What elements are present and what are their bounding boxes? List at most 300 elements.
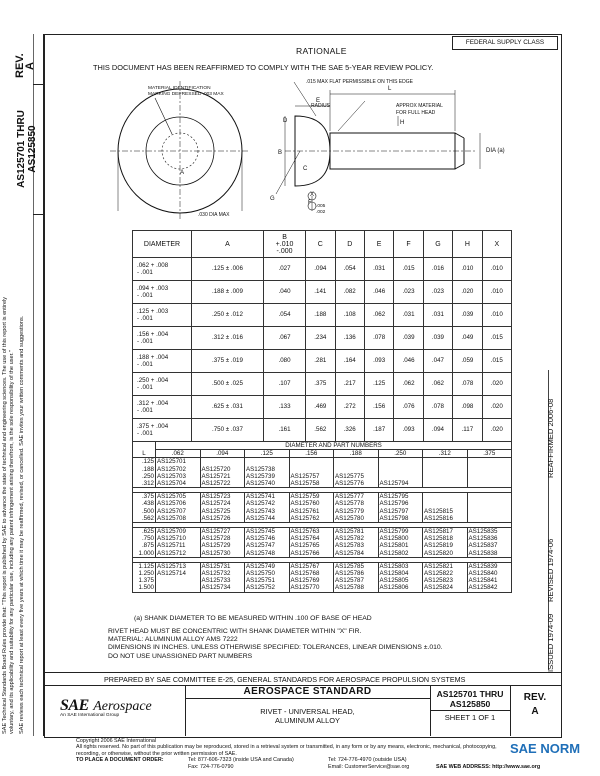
- pn-part-number: AS125794: [378, 480, 423, 488]
- pn-part-number: AS125817: [423, 528, 468, 536]
- dim-cell: .250 ± .012: [192, 304, 264, 327]
- dim-row: [133, 373, 512, 396]
- dim-row: [133, 419, 512, 442]
- federal-supply-class: FEDERAL SUPPLY CLASS: [465, 39, 545, 46]
- pn-length: .500: [133, 508, 156, 515]
- left-rev-value: A: [24, 62, 36, 70]
- dim-cell: .020: [482, 373, 511, 396]
- dim-cell: .107: [263, 373, 305, 396]
- pn-part-number: [423, 500, 468, 507]
- order-label: TO PLACE A DOCUMENT ORDER:: [76, 757, 164, 764]
- pn-length: 1.375: [133, 577, 156, 584]
- web-address: SAE WEB ADDRESS: http://www.sae.org: [436, 764, 541, 771]
- pn-part-number: AS125839: [467, 562, 512, 570]
- pn-row: [133, 515, 512, 523]
- pn-part-number: [200, 458, 245, 466]
- pn-part-number: AS125739: [245, 473, 290, 480]
- pn-part-number: AS125733: [200, 577, 245, 584]
- pn-part-number: [423, 458, 468, 466]
- dim-cell: .054: [335, 258, 364, 281]
- pn-part-number: AS125721: [200, 473, 245, 480]
- pn-part-number: AS125746: [245, 535, 290, 542]
- pn-row: [133, 500, 512, 507]
- pn-part-number: AS125722: [200, 480, 245, 488]
- pn-part-number: AS125729: [200, 542, 245, 549]
- label-B: B: [278, 150, 283, 156]
- label-D: D: [283, 118, 288, 124]
- pn-part-number: [467, 500, 512, 507]
- pn-part-number: [467, 480, 512, 488]
- dim-cell: .326: [335, 419, 364, 442]
- pn-row: [133, 473, 512, 480]
- pn-part-number: AS125804: [378, 570, 423, 577]
- sae-logo: [60, 697, 152, 718]
- dim-row: [133, 258, 512, 281]
- pn-length: .625: [133, 528, 156, 536]
- dim-row: [133, 396, 512, 419]
- pn-row: [133, 528, 512, 536]
- dim-cell: .027: [263, 258, 305, 281]
- pn-part-number: AS125748: [245, 550, 290, 558]
- pn-part-number: AS125704: [156, 480, 201, 488]
- pn-part-number: [467, 466, 512, 473]
- dim-cell: .023: [423, 281, 452, 304]
- order-line: [76, 757, 556, 764]
- dim-cell: .010: [482, 258, 511, 281]
- dim-cell: .117: [453, 419, 482, 442]
- dim-cell: .188 + .004 - .001: [133, 350, 192, 373]
- sae-logo-mark: SAE: [60, 697, 89, 714]
- pn-part-number: AS125761: [289, 508, 334, 515]
- pn-part-number: [289, 466, 334, 473]
- pn-diameter-4: .188: [334, 450, 379, 458]
- pn-length: .375: [133, 493, 156, 501]
- pn-part-number: AS125819: [423, 542, 468, 549]
- dim-cell: .312 + .004 - .001: [133, 396, 192, 419]
- left-rev-label: REV.: [14, 53, 26, 78]
- pn-length: 1.125: [133, 562, 156, 570]
- dim-cell: .094: [306, 258, 335, 281]
- dim-cell: .125: [364, 373, 393, 396]
- dim-cell: .010: [482, 281, 511, 304]
- pn-part-number: AS125801: [378, 542, 423, 549]
- prepared-by: PREPARED BY SAE COMMITTEE E-25, GENERAL STANDARDS FOR AEROSPACE PROPULSION SYSTEMS: [104, 675, 466, 684]
- left-strip: [0, 34, 44, 736]
- copyright: Copyright 2006 SAE International: [76, 738, 157, 744]
- footer: [76, 738, 556, 771]
- pn-diameter-2: .125: [245, 450, 290, 458]
- pn-part-number: [334, 458, 379, 466]
- notes-block: [108, 628, 443, 661]
- revised-date: REVISED 1974-06: [546, 538, 555, 602]
- dim-cell: .156 + .004 - .001: [133, 327, 192, 350]
- pn-part-number: AS125788: [334, 584, 379, 592]
- dim-cell: .469: [306, 396, 335, 419]
- label-F: F: [308, 200, 312, 206]
- disclaimer-line-2: voluntary, and its applicability and suitability for any particular use, including any patent infringement arising therefrom, is the sole responsibility of the user.": [9, 350, 15, 734]
- pn-part-number: AS125731: [200, 562, 245, 570]
- dim-cell: .098: [453, 396, 482, 419]
- dim-cell: .161: [263, 419, 305, 442]
- pn-part-number: [423, 480, 468, 488]
- label-A: A: [180, 170, 185, 176]
- pn-part-number: AS125751: [245, 577, 290, 584]
- pn-part-number: AS125750: [245, 570, 290, 577]
- pn-part-number: AS125764: [289, 535, 334, 542]
- pn-row: [133, 542, 512, 549]
- pn-length: .750: [133, 535, 156, 542]
- pn-row: [133, 550, 512, 558]
- pn-part-number: AS125705: [156, 493, 201, 501]
- pn-diameter-0: .062: [156, 450, 201, 458]
- callout-material-id: MATERIAL IDENTIFICATION: [148, 86, 211, 91]
- dim-cell: .010: [453, 258, 482, 281]
- pn-length: .562: [133, 515, 156, 523]
- pn-part-number: AS125821: [423, 562, 468, 570]
- dim-cell: .015: [394, 258, 423, 281]
- title-rev-label: REV.: [523, 692, 547, 703]
- dim-cell: .217: [335, 373, 364, 396]
- dim-cell: .062: [364, 304, 393, 327]
- pn-part-number: AS125710: [156, 535, 201, 542]
- pn-part-number: [334, 466, 379, 473]
- dim-cell: .625 ± .031: [192, 396, 264, 419]
- dim-cell: .062: [394, 373, 423, 396]
- pn-part-number: AS125713: [156, 562, 201, 570]
- pn-part-number: AS125744: [245, 515, 290, 523]
- dim-cell: .031: [394, 304, 423, 327]
- dim-cell: .093: [364, 350, 393, 373]
- email: Email: CustomerService@sae.org: [328, 764, 410, 771]
- dimension-table: [132, 230, 512, 442]
- pn-part-number: AS125786: [334, 570, 379, 577]
- pn-part-number: [467, 473, 512, 480]
- dim-cell: .020: [453, 281, 482, 304]
- pn-row: [133, 466, 512, 473]
- pn-part-number: AS125749: [245, 562, 290, 570]
- pn-part-number: [378, 473, 423, 480]
- pn-part-number: [467, 458, 512, 466]
- pn-part-number: [378, 466, 423, 473]
- reaffirmed-date: REAFFIRMED 2006-08: [546, 398, 555, 478]
- pn-part-number: AS125730: [200, 550, 245, 558]
- pn-length: 1.250: [133, 570, 156, 577]
- label-X: X: [310, 192, 315, 198]
- dim-cell: .046: [394, 350, 423, 373]
- dim-cell: .272: [335, 396, 364, 419]
- aerospace-standard: AEROSPACE STANDARD: [243, 686, 372, 697]
- pn-part-number: AS125727: [200, 528, 245, 536]
- pn-part-number: AS125752: [245, 584, 290, 592]
- dim-header-9: X: [482, 231, 511, 258]
- pn-part-number: AS125778: [334, 500, 379, 507]
- pn-part-number: AS125734: [200, 584, 245, 592]
- callout-for-full-head: FOR FULL HEAD: [396, 110, 436, 116]
- pn-length: 1.500: [133, 584, 156, 592]
- dim-row: [133, 350, 512, 373]
- dim-cell: .375 ± .019: [192, 350, 264, 373]
- note-concentric: RIVET HEAD MUST BE CONCENTRIC WITH SHANK DIAMETER WITHIN "X" FIR.: [108, 628, 362, 635]
- pn-part-number: AS125820: [423, 550, 468, 558]
- dim-cell: .750 ± .037: [192, 419, 264, 442]
- note-material: MATERIAL: ALUMINUM ALLOY AMS 7222: [108, 636, 238, 644]
- pn-part-number: AS125824: [423, 584, 468, 592]
- dim-cell: .039: [394, 327, 423, 350]
- dim-cell: .062: [423, 373, 452, 396]
- label-E: E: [316, 98, 321, 104]
- doc-number-line-2: AS125850: [449, 699, 491, 709]
- dim-cell: .082: [335, 281, 364, 304]
- dim-cell: .375 + .004 - .001: [133, 419, 192, 442]
- dim-cell: .023: [394, 281, 423, 304]
- pn-part-number: AS125741: [245, 493, 290, 501]
- callout-dia-a: DIA (a): [486, 148, 505, 154]
- pn-part-number: AS125743: [245, 508, 290, 515]
- dim-cell: .141: [306, 281, 335, 304]
- pn-part-number: AS125762: [289, 515, 334, 523]
- tel-usa: Tel: 877-606-7323 (inside USA and Canada): [188, 757, 294, 764]
- pn-part-number: AS125726: [200, 515, 245, 523]
- pn-part-number: AS125800: [378, 535, 423, 542]
- dim-cell: .049: [453, 327, 482, 350]
- dim-header-8: H: [453, 231, 482, 258]
- pn-length: .438: [133, 500, 156, 507]
- pn-part-number: AS125798: [378, 515, 423, 523]
- dim-cell: .375: [306, 373, 335, 396]
- sae-logo-word: Aerospace: [93, 699, 152, 714]
- pn-part-number: AS125712: [156, 550, 201, 558]
- dim-cell: .125 + .003 - .001: [133, 304, 192, 327]
- pn-part-number: [423, 493, 468, 501]
- dim-cell: .078: [423, 396, 452, 419]
- pn-part-number: AS125802: [378, 550, 423, 558]
- dim-cell: .281: [306, 350, 335, 373]
- dim-cell: .046: [364, 281, 393, 304]
- pn-part-number: AS125738: [245, 466, 290, 473]
- pn-part-number: [423, 466, 468, 473]
- doc-title-line-1: RIVET - UNIVERSAL HEAD,: [260, 707, 355, 716]
- pn-part-number: AS125702: [156, 466, 201, 473]
- dim-cell: .080: [263, 350, 305, 373]
- pn-part-number: AS125799: [378, 528, 423, 536]
- dim-cell: .039: [453, 304, 482, 327]
- pn-part-number: AS125723: [200, 493, 245, 501]
- sheet-number: SHEET 1 OF 1: [444, 713, 496, 722]
- pn-table-title: DIAMETER AND PART NUMBERS: [156, 442, 512, 450]
- sae-logo-sub: An SAE International Group: [60, 713, 120, 718]
- pn-part-number: [467, 493, 512, 501]
- pn-length: .188: [133, 466, 156, 473]
- dim-header-1: A: [192, 231, 264, 258]
- pn-part-number: AS125706: [156, 500, 201, 507]
- title-rev-value: A: [531, 706, 539, 717]
- dim-cell: .136: [335, 327, 364, 350]
- pn-part-number: AS125797: [378, 508, 423, 515]
- fax: Fax: 724-776-0790: [188, 764, 234, 771]
- rationale-title: RATIONALE: [296, 46, 347, 56]
- pn-part-number: AS125757: [289, 473, 334, 480]
- dim-cell: .093: [394, 419, 423, 442]
- callout-005: .005: [316, 204, 326, 209]
- pn-part-number: AS125837: [467, 542, 512, 549]
- pn-part-number: AS125776: [334, 480, 379, 488]
- dim-cell: .067: [263, 327, 305, 350]
- rivet-drawing: [80, 76, 520, 226]
- shank-note: (a) SHANK DIAMETER TO BE MEASURED WITHIN .100 OF BASE OF HEAD: [134, 615, 372, 622]
- pn-part-number: AS125711: [156, 542, 201, 549]
- note-unassigned: DO NOT USE UNASSIGNED PART NUMBERS: [108, 652, 253, 660]
- pn-length: .875: [133, 542, 156, 549]
- pn-part-number: AS125795: [378, 493, 423, 501]
- watermark-text: SAE NORM: [510, 741, 581, 756]
- issued-date: ISSUED 1974-09: [546, 613, 555, 672]
- pn-part-number: AS125724: [200, 500, 245, 507]
- label-H: H: [400, 120, 405, 126]
- dim-cell: .187: [364, 419, 393, 442]
- rights-notice-2: recording, or otherwise, without the prior written permission of SAE.: [76, 750, 237, 757]
- dim-cell: .062 + .008 - .001: [133, 258, 192, 281]
- pn-length: 1.000: [133, 550, 156, 558]
- dim-row: [133, 304, 512, 327]
- pn-part-number: AS125770: [289, 584, 334, 592]
- dim-header-4: D: [335, 231, 364, 258]
- pn-part-number: AS125708: [156, 515, 201, 523]
- pn-part-number: [156, 584, 201, 592]
- pn-part-number: AS125777: [334, 493, 379, 501]
- dim-cell: .020: [482, 419, 511, 442]
- rationale-text: THIS DOCUMENT HAS BEEN REAFFIRMED TO COMPLY WITH THE SAE 5-YEAR REVIEW POLICY.: [93, 63, 434, 72]
- pn-part-number: AS125780: [334, 515, 379, 523]
- pn-row: [133, 535, 512, 542]
- pn-part-number: AS125732: [200, 570, 245, 577]
- dim-cell: .031: [364, 258, 393, 281]
- pn-row: [133, 577, 512, 584]
- pn-part-number: AS125742: [245, 500, 290, 507]
- dim-header-0: DIAMETER: [133, 231, 192, 258]
- pn-part-number: AS125720: [200, 466, 245, 473]
- dim-cell: .054: [263, 304, 305, 327]
- pn-row: [133, 480, 512, 488]
- pn-part-number: AS125838: [467, 550, 512, 558]
- pn-part-number: AS125840: [467, 570, 512, 577]
- pn-part-number: AS125766: [289, 550, 334, 558]
- pn-part-number: AS125767: [289, 562, 334, 570]
- pn-part-number: AS125747: [245, 542, 290, 549]
- pn-part-number: AS125842: [467, 584, 512, 592]
- pn-part-number: AS125779: [334, 508, 379, 515]
- pn-part-number: [245, 458, 290, 466]
- pn-part-number: AS125728: [200, 535, 245, 542]
- pn-row: [133, 458, 512, 466]
- pn-part-number: AS125758: [289, 480, 334, 488]
- dim-cell: .059: [453, 350, 482, 373]
- label-G: G: [270, 196, 275, 202]
- dim-header-2: B +.010 -.000: [263, 231, 305, 258]
- dim-header-6: F: [394, 231, 423, 258]
- dim-cell: .020: [482, 396, 511, 419]
- pn-col-L: L: [133, 442, 156, 458]
- pn-row: [133, 562, 512, 570]
- pn-part-number: AS125745: [245, 528, 290, 536]
- pn-part-number: AS125785: [334, 562, 379, 570]
- dim-cell: .188: [306, 304, 335, 327]
- dim-header-7: G: [423, 231, 452, 258]
- pn-part-number: AS125769: [289, 577, 334, 584]
- callout-marking-depressed: MARKING DEPRESSED .003 MAX: [148, 92, 224, 97]
- pn-part-number: AS125760: [289, 500, 334, 507]
- dim-cell: .040: [263, 281, 305, 304]
- part-number-table: [132, 441, 512, 593]
- pn-part-number: AS125765: [289, 542, 334, 549]
- pn-part-number: AS125823: [423, 577, 468, 584]
- pn-part-number: [467, 515, 512, 523]
- callout-radius: RADIUS: [311, 103, 330, 109]
- pn-part-number: AS125759: [289, 493, 334, 501]
- dim-cell: .015: [482, 327, 511, 350]
- pn-diameter-7: .375: [467, 450, 512, 458]
- pn-part-number: AS125783: [334, 542, 379, 549]
- pn-part-number: AS125787: [334, 577, 379, 584]
- pn-length: .250: [133, 473, 156, 480]
- pn-part-number: AS125835: [467, 528, 512, 536]
- dim-row: [133, 327, 512, 350]
- pn-part-number: AS125841: [467, 577, 512, 584]
- dim-cell: .076: [394, 396, 423, 419]
- pn-part-number: AS125701: [156, 458, 201, 466]
- dim-cell: .164: [335, 350, 364, 373]
- dim-cell: .078: [364, 327, 393, 350]
- dim-cell: .094: [423, 419, 452, 442]
- pn-part-number: AS125775: [334, 473, 379, 480]
- pn-part-number: AS125805: [378, 577, 423, 584]
- pn-part-number: AS125725: [200, 508, 245, 515]
- dim-cell: .047: [423, 350, 452, 373]
- dim-cell: .250 + .004 - .001: [133, 373, 192, 396]
- rights-notice: All rights reserved. No part of this publication may be reproduced, stored in a retrieval system or transmitted, in any form or by any means, electronic, mechanical, photocopying,: [76, 744, 497, 751]
- pn-part-number: [156, 577, 201, 584]
- federal-supply-class-box: [452, 36, 558, 50]
- pn-diameter-6: .312: [423, 450, 468, 458]
- pn-part-number: AS125709: [156, 528, 201, 536]
- pn-row: [133, 508, 512, 515]
- dim-cell: .016: [423, 258, 452, 281]
- pn-part-number: AS125784: [334, 550, 379, 558]
- disclaimer-line-3: SAE reviews each technical report at least every five years at which time it may be reaffirmed, revised, or cancelled. SAE invites your written comments and suggestions.: [19, 315, 25, 734]
- callout-002: .002: [316, 210, 326, 215]
- pn-diameter-1: .094: [200, 450, 245, 458]
- pn-diameter-3: .156: [289, 450, 334, 458]
- dim-cell: .015: [482, 350, 511, 373]
- pn-part-number: AS125836: [467, 535, 512, 542]
- pn-part-number: AS125822: [423, 570, 468, 577]
- tel-outside: Tel: 724-776-4970 (outside USA): [328, 757, 407, 764]
- pn-part-number: AS125816: [423, 515, 468, 523]
- dim-cell: .156: [364, 396, 393, 419]
- contact-line: [76, 764, 556, 771]
- dim-cell: .234: [306, 327, 335, 350]
- dim-cell: .010: [482, 304, 511, 327]
- dim-cell: .133: [263, 396, 305, 419]
- note-dimensions: DIMENSIONS IN INCHES. UNLESS OTHERWISE SPECIFIED: TOLERANCES, LINEAR DIMENSIONS ±.010.: [108, 644, 443, 652]
- disclaimer-line-1: SAE Technical Standards Board Rules provide that: "This report is published by SAE to advance the state of technical and engineering sciences. The use of this report is entirely: [2, 296, 8, 734]
- pn-diameter-5: .250: [378, 450, 423, 458]
- dim-cell: .031: [423, 304, 452, 327]
- pn-length: .312: [133, 480, 156, 488]
- pn-part-number: AS125803: [378, 562, 423, 570]
- pn-part-number: AS125768: [289, 570, 334, 577]
- callout-approx-material: APPROX MATERIAL: [396, 103, 443, 109]
- dim-cell: .562: [306, 419, 335, 442]
